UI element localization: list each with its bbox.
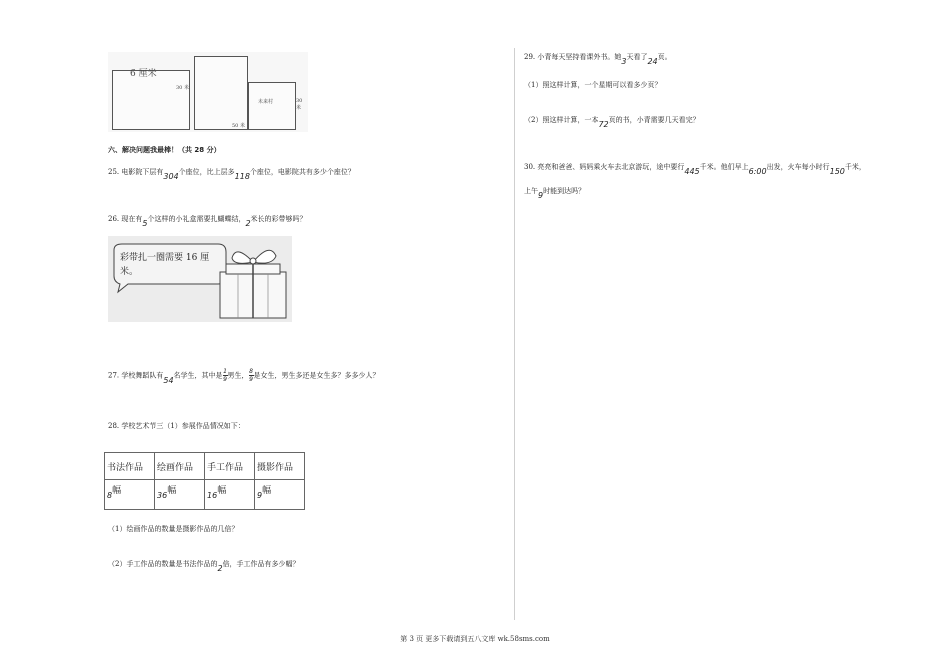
table-header-cell: 手工作品 (205, 453, 255, 480)
q26-number-2: 2 (245, 219, 251, 228)
page-footer: 第 3 页 更多下载请到五八文库 wk.58sms.com (400, 635, 550, 643)
q30-text-6: 时能到达吗？ (543, 187, 586, 195)
question-29 (524, 52, 672, 66)
q25-text-1: 25. 电影院下层有 (108, 168, 164, 176)
q30-number-2: 6:00 (748, 167, 767, 176)
table-cell (155, 480, 205, 510)
figure-label-a: 6 厘米 (130, 69, 157, 79)
table-header-cell: 绘画作品 (155, 453, 205, 480)
q29-number-1: 3 (621, 57, 627, 66)
q30-text-5: 上午 (524, 187, 538, 195)
table-row (105, 480, 305, 510)
artwork-table (104, 452, 305, 510)
q27-text-1: 27. 学校舞蹈队有 (108, 371, 164, 380)
question-26 (108, 214, 307, 228)
gift-illustration (108, 236, 292, 322)
q26-number-1: 5 (142, 219, 148, 228)
table-header-cell: 摄影作品 (255, 453, 305, 480)
q30-number-3: 150 (829, 167, 845, 176)
q29-text-2: 天看了 (626, 53, 648, 61)
cell-unit: 幅 (217, 486, 227, 496)
rectangles-figure (108, 52, 308, 132)
fraction-1-denominator: 9 (223, 376, 227, 383)
table-cell (105, 480, 155, 510)
question-30-line-2 (524, 186, 586, 200)
section-title: 六、解决问题我最棒！（共 28 分） (108, 146, 221, 154)
q29-sub2-text-2: 页的书，小青需要几天看完？ (608, 116, 700, 124)
figure-label-c: 未来村 (258, 99, 274, 105)
q29-sub2-number: 72 (598, 120, 609, 129)
bubble-text: 彩带扎一圈需要 16 厘米。 (120, 253, 210, 277)
q30-text-1: 30. 亮亮和爸爸、妈妈乘火车去北京游玩，途中要行 (524, 163, 685, 171)
fraction-1-numerator: 1 (223, 368, 227, 375)
q25-number-2: 118 (234, 172, 250, 181)
column-divider (514, 48, 515, 620)
question-25 (108, 167, 355, 181)
q28-sub-1: （1）绘画作品的数量是摄影作品的几倍？ (108, 525, 239, 533)
q27-number-1: 54 (163, 375, 174, 385)
figure-label-b: 30 米 (176, 85, 189, 91)
cell-value: 16 (207, 491, 218, 500)
question-30-line-1 (524, 162, 866, 176)
q28-sub2-text-1: （2）手工作品的数量是书法作品的 (108, 560, 218, 568)
q25-number-1: 304 (163, 172, 179, 181)
q30-number-1: 445 (684, 167, 700, 176)
figure-label-d: 30 米 (296, 98, 303, 111)
q30-text-3: 出发，火车每小时行 (766, 163, 830, 171)
q27-text-2: 名学生，其中是 (173, 371, 223, 380)
q30-text-2: 千米。他们早上 (699, 163, 749, 171)
question-27 (108, 368, 380, 383)
table-cell (255, 480, 305, 510)
q28-sub-2 (108, 559, 300, 573)
table-cell (205, 480, 255, 510)
q30-number-4: 9 (538, 191, 544, 200)
cell-unit: 幅 (112, 486, 122, 496)
gift-figure (108, 236, 292, 322)
small-rect-shape (248, 82, 296, 130)
q25-text-2: 个座位，比上层多 (178, 168, 235, 176)
question-28-title: 28. 学校艺术节三（1）参展作品情况如下： (108, 422, 245, 430)
q26-text-1: 26. 现在有 (108, 215, 143, 223)
cell-unit: 幅 (262, 486, 272, 496)
q27-text-3: 男生， (227, 371, 249, 380)
table-header-cell: 书法作品 (105, 453, 155, 480)
q29-number-2: 24 (647, 57, 658, 66)
cell-unit: 幅 (167, 486, 177, 496)
q30-text-4: 千米， (844, 163, 866, 171)
q29-sub-2 (524, 115, 700, 129)
q29-sub-1: （1）照这样计算，一个星期可以看多少页？ (524, 81, 662, 89)
q27-text-4: 是女生，男生多还是女生多？多多少人？ (253, 371, 380, 380)
cell-value: 9 (257, 491, 263, 500)
q25-text-3: 个座位，电影院共有多少个座位？ (249, 168, 355, 176)
cell-value: 8 (107, 491, 113, 500)
figure-label-e: 50 米 (232, 123, 245, 129)
fraction-2-numerator: 8 (249, 368, 253, 375)
q29-text-1: 29. 小青每天坚持看课外书。她 (524, 53, 622, 61)
fraction-2-denominator: 9 (249, 376, 253, 383)
tall-rect-shape (194, 56, 248, 130)
q28-sub2-number: 2 (217, 564, 223, 573)
q26-text-3: 米长的彩带够吗？ (250, 215, 307, 223)
square-shape (112, 70, 190, 130)
table-header-row (105, 453, 305, 480)
q28-sub2-text-2: 倍，手工作品有多少幅？ (222, 560, 300, 568)
q26-text-2: 个这样的小礼盒需要扎蝴蝶结， (147, 215, 246, 223)
q29-sub2-text-1: （2）照这样计算，一本 (524, 116, 599, 124)
cell-value: 36 (157, 491, 168, 500)
q29-text-3: 页。 (657, 53, 672, 61)
